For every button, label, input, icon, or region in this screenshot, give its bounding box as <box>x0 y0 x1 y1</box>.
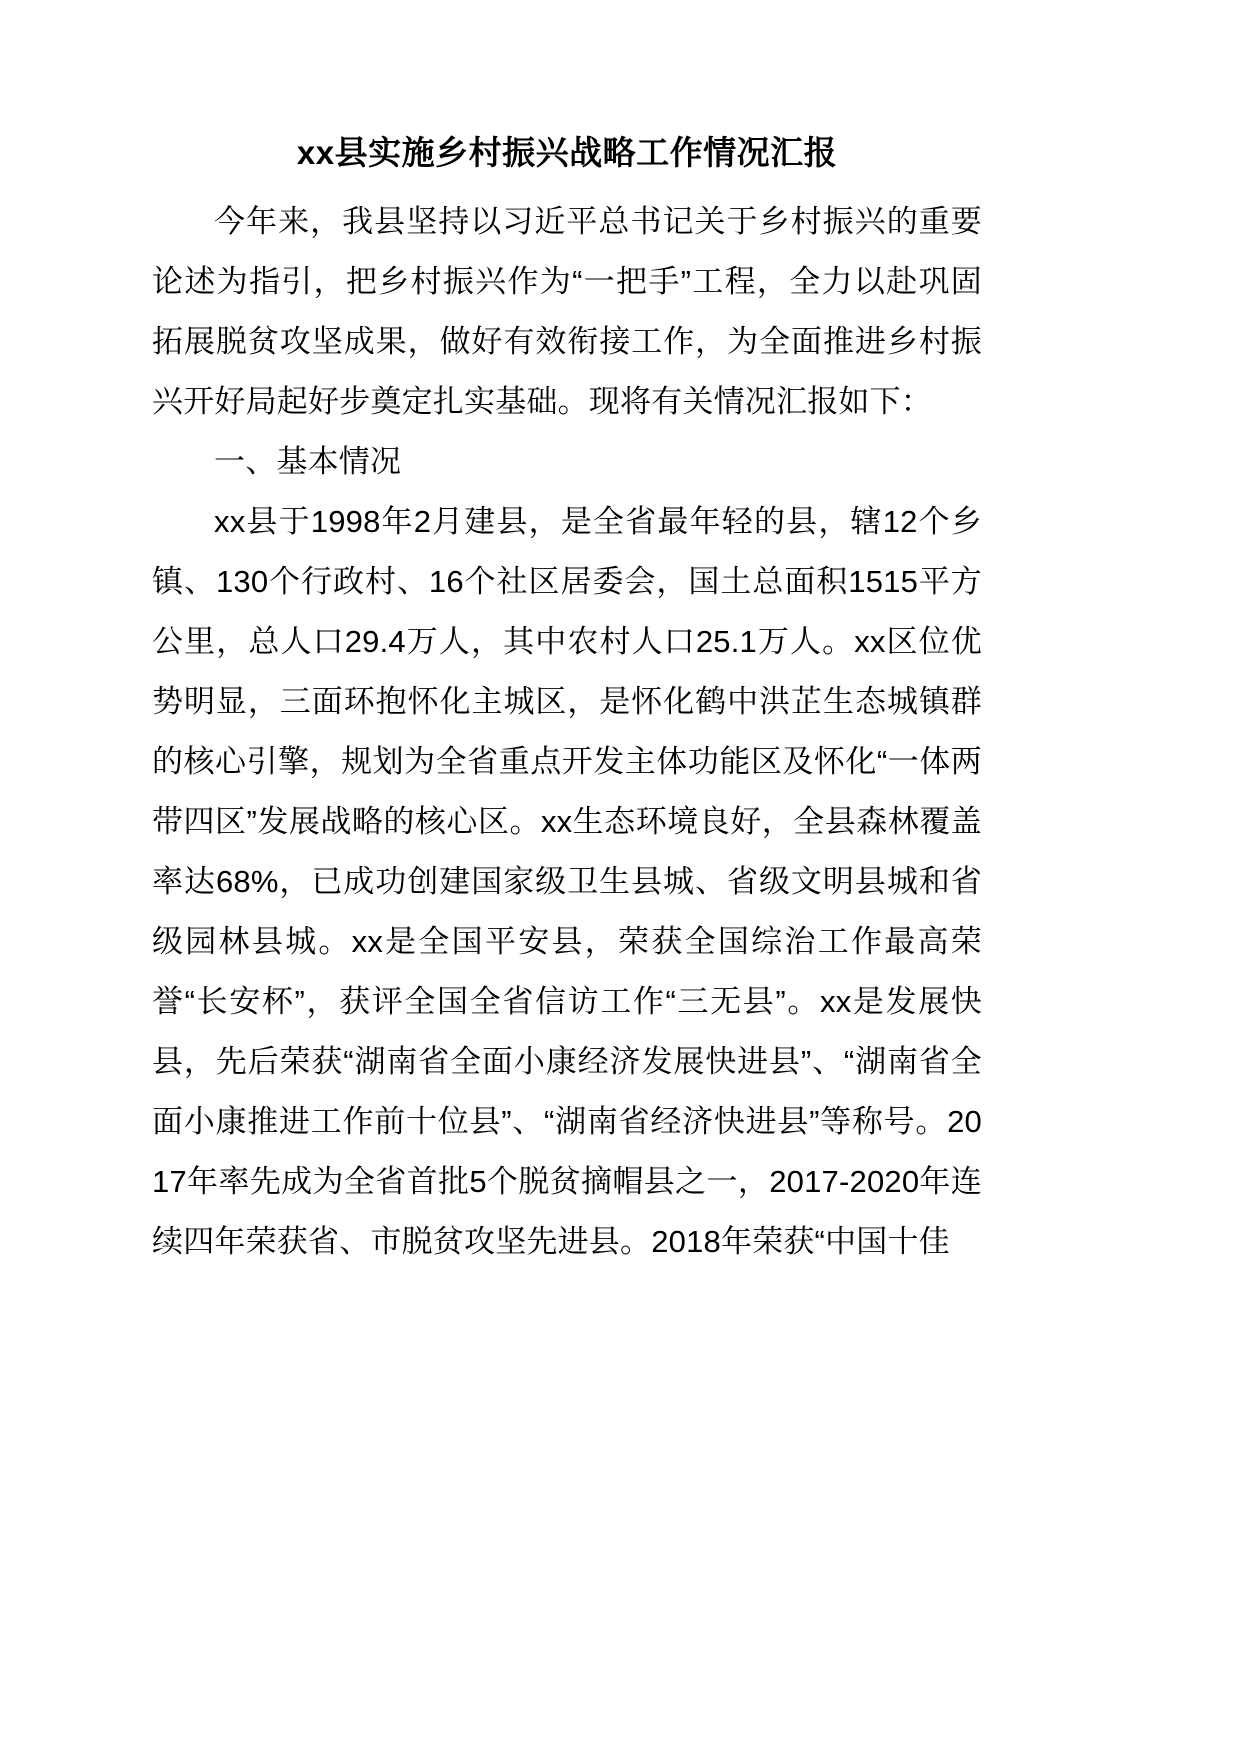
document-content <box>152 128 982 1272</box>
page-title: xx县实施乡村振兴战略工作情况汇报 <box>296 134 838 171</box>
section-body-basic-situation: xx县于1998年2月建县，是全省最年轻的县，辖12个乡镇、130个行政村、16个社区居委会，国土总面积1515平方公里，总人口29.4万人，其中农村人口25.1万人。xx区位优势明显，三面环抱怀化主城区，是怀化鹤中洪芷生态城镇群的核心引擎，规划为全省重点开发主体功能区及怀化“一体两带四区”发展战略的核心区。xx生态环境良好，全县森林覆盖率达68%，已成功创建国家级卫生县城、省级文明县城和省级园林县城。xx是全国平安县，荣获全国综治工作最高荣誉“长安杯”，获评全国全省信访工作“三无县”。xx是发展快县，先后荣获“湖南省全面小康经济发展快进县”、“湖南省全面小康推进工作前十位县”、“湖南省经济快进县”等称号。2017年率先成为全省首批5个脱贫摘帽县之一，2017-2020年连续四年荣获省、市脱贫攻坚先进县。2018年荣获“中国十佳 <box>152 503 982 1259</box>
intro-paragraph: 今年来，我县坚持以习近平总书记关于乡村振兴的重要论述为指引，把乡村振兴作为“一把手”工程，全力以赴巩固拓展脱贫攻坚成果，做好有效衔接工作，为全面推进乡村振兴开好局起好步奠定扎实基础。现将有关情况汇报如下： <box>152 203 982 419</box>
section-heading-basic-situation: 一、基本情况 <box>214 443 402 479</box>
